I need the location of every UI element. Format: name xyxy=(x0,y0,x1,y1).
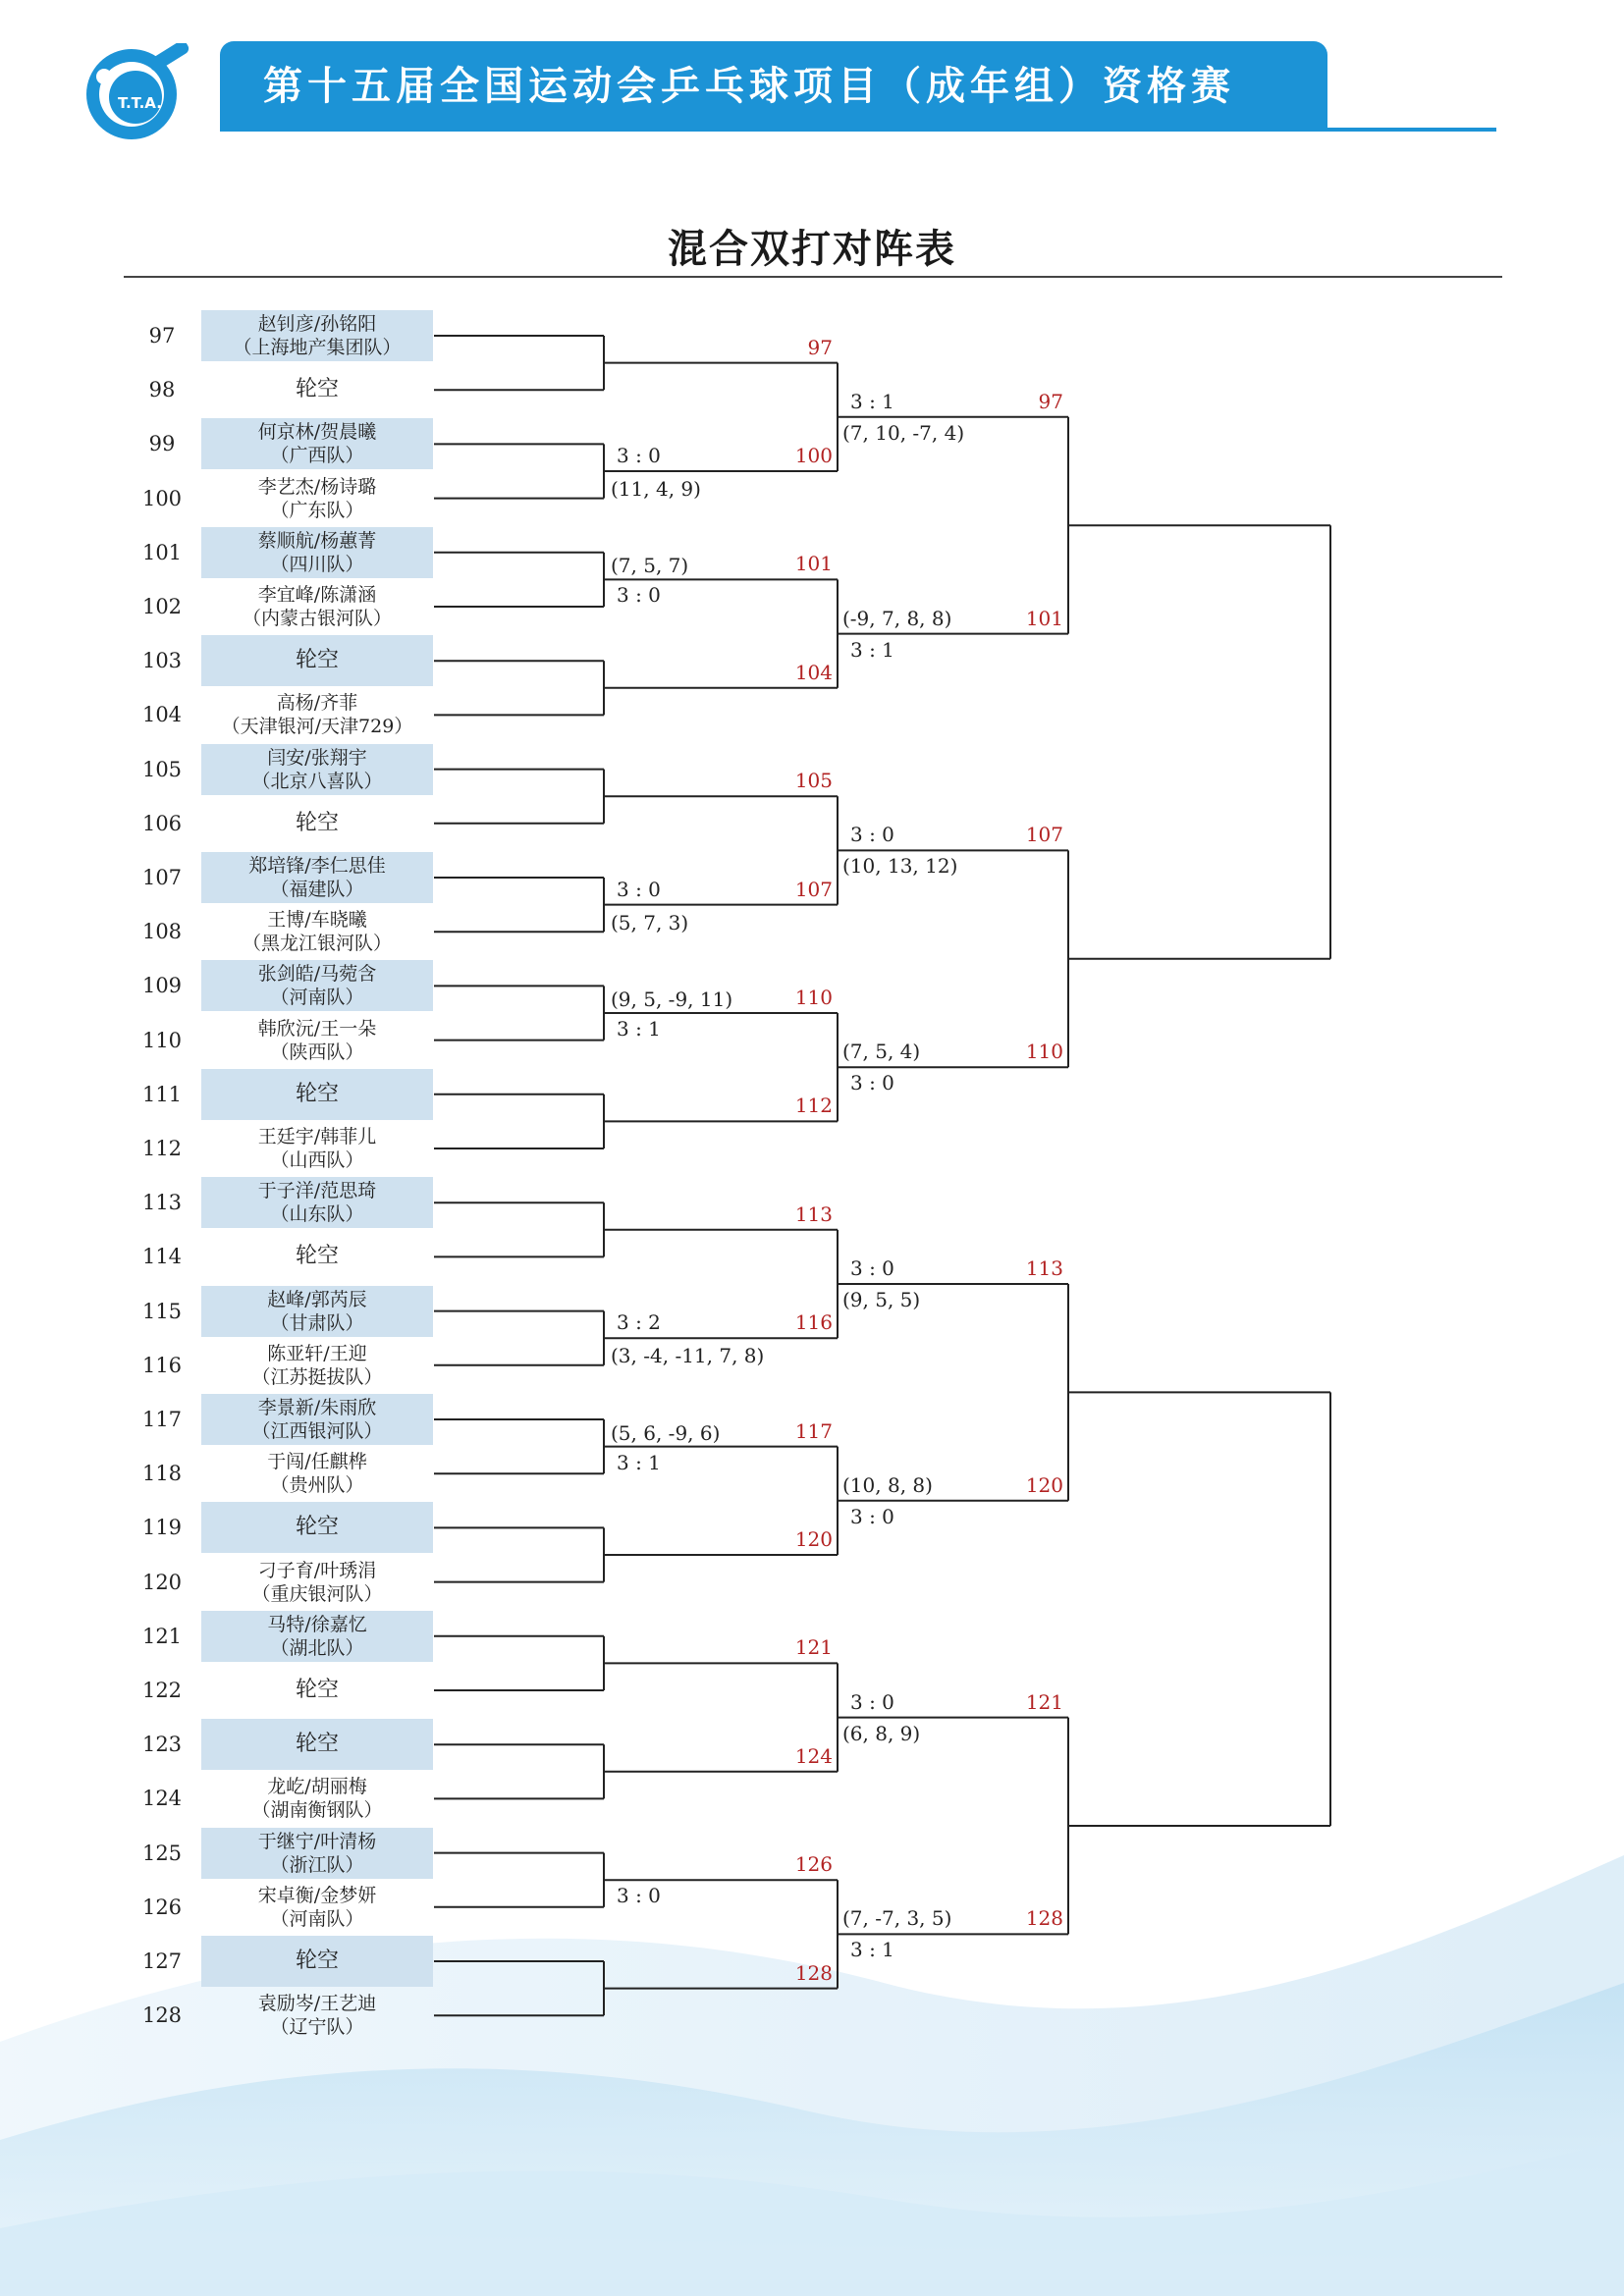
entry-players: 刁子育/叶琇涓 xyxy=(257,1559,377,1581)
entry-players: 赵钊彦/孙铭阳 xyxy=(257,313,377,335)
r1-score: 3 : 0 xyxy=(617,583,661,608)
entry-team: （天津银河/天津729） xyxy=(221,716,413,738)
entry-team: （四川队） xyxy=(270,553,364,575)
entry-players: 赵峰/郭芮辰 xyxy=(267,1288,367,1310)
entry-team: （湖南衡钢队） xyxy=(251,1799,383,1822)
entry-team: （福建队） xyxy=(270,879,364,900)
r1-winner-seed: 110 xyxy=(794,986,833,1009)
r1-winner-seed: 116 xyxy=(794,1310,833,1335)
seed-number: 109 xyxy=(141,974,183,998)
entry-team: （山东队） xyxy=(270,1203,364,1226)
r2-game-scores: (9, 5, 5) xyxy=(842,1288,921,1311)
seed-number: 107 xyxy=(141,866,183,889)
seed-number: 103 xyxy=(141,649,183,673)
r1-winner-seed: 112 xyxy=(794,1094,833,1118)
r2-winner-seed: 128 xyxy=(1025,1906,1063,1931)
r1-winner-seed: 113 xyxy=(794,1201,833,1226)
seed-number: 115 xyxy=(141,1299,183,1323)
r2-score: 3 : 1 xyxy=(850,389,894,413)
r2-score: 3 : 0 xyxy=(850,1689,894,1714)
entry-players: 轮空 xyxy=(295,1949,339,1973)
r1-winner-seed: 126 xyxy=(794,1852,833,1877)
r1-winner-seed: 105 xyxy=(794,769,833,793)
entry-team: （北京八喜队） xyxy=(251,770,383,792)
entry-players: 王廷宇/韩菲儿 xyxy=(257,1126,377,1148)
entry-team: （黑龙江银河队） xyxy=(242,933,392,955)
r1-winner-seed: 100 xyxy=(794,444,833,467)
r1-game-scores: (7, 5, 7) xyxy=(611,554,689,578)
r1-winner-seed: 97 xyxy=(807,335,833,359)
r1-game-scores: (5, 6, -9, 6) xyxy=(611,1420,721,1445)
r1-winner-seed: 101 xyxy=(794,552,833,576)
r1-winner-seed: 117 xyxy=(794,1418,833,1443)
seed-number: 110 xyxy=(141,1028,183,1052)
r1-score: 3 : 0 xyxy=(617,1884,661,1908)
entry-players: 袁励岑/王艺迪 xyxy=(257,1993,377,2015)
seed-number: 114 xyxy=(141,1245,183,1269)
entry-players: 轮空 xyxy=(295,648,339,673)
r1-game-scores: (9, 5, -9, 11) xyxy=(611,988,733,1011)
seed-number: 102 xyxy=(141,595,183,618)
seed-number: 122 xyxy=(141,1679,183,1702)
entry-players: 郑培锋/李仁思佳 xyxy=(248,855,386,877)
r2-winner-seed: 101 xyxy=(1025,606,1063,630)
entry-players: 闫安/张翔宇 xyxy=(267,746,367,769)
entry-players: 轮空 xyxy=(295,1678,339,1702)
entry-players: 王博/车晓曦 xyxy=(267,909,367,932)
seed-number: 104 xyxy=(141,703,183,727)
seed-number: 118 xyxy=(141,1462,183,1486)
entry-players: 蔡顺航/杨蕙菁 xyxy=(257,529,377,552)
entry-team: （贵州队） xyxy=(270,1474,364,1497)
r2-game-scores: (-9, 7, 8, 8) xyxy=(842,606,952,630)
seed-number: 120 xyxy=(141,1570,183,1594)
entry-players: 张剑皓/马菀含 xyxy=(257,963,377,986)
r2-score: 3 : 1 xyxy=(850,1938,894,1962)
r1-winner-seed: 121 xyxy=(794,1635,833,1660)
entry-players: 轮空 xyxy=(295,810,339,835)
r2-game-scores: (7, -7, 3, 5) xyxy=(842,1906,952,1931)
r2-game-scores: (6, 8, 9) xyxy=(842,1721,921,1745)
r1-game-scores: (3, -4, -11, 7, 8) xyxy=(611,1344,765,1368)
entry-team: （重庆银河队） xyxy=(251,1582,383,1605)
r1-winner-seed: 104 xyxy=(794,660,833,684)
r2-winner-seed: 97 xyxy=(1038,389,1063,413)
r1-winner-seed: 124 xyxy=(794,1743,833,1768)
seed-number: 101 xyxy=(141,540,183,564)
r2-score: 3 : 0 xyxy=(850,1256,894,1280)
seed-number: 127 xyxy=(141,1949,183,1973)
seed-number: 98 xyxy=(148,378,176,402)
r2-winner-seed: 121 xyxy=(1025,1689,1063,1714)
entry-team: （辽宁队） xyxy=(270,2016,364,2039)
entry-players: 轮空 xyxy=(295,1244,339,1269)
r1-score: 3 : 1 xyxy=(617,1450,661,1474)
r1-score: 3 : 1 xyxy=(617,1017,661,1041)
r1-score: 3 : 0 xyxy=(617,877,661,901)
entry-team: （浙江队） xyxy=(270,1853,364,1876)
entry-team: （江西银河队） xyxy=(251,1420,383,1442)
r1-game-scores: (11, 4, 9) xyxy=(611,477,701,501)
seed-number: 108 xyxy=(141,920,183,944)
r1-game-scores: (5, 7, 3) xyxy=(611,910,689,934)
entry-team: （内蒙古银河队） xyxy=(242,608,392,629)
seed-number: 106 xyxy=(141,811,183,835)
entry-team: （河南队） xyxy=(270,987,364,1009)
entry-team: （河南队） xyxy=(270,1907,364,1930)
seed-number: 112 xyxy=(141,1137,183,1160)
r2-game-scores: (7, 5, 4) xyxy=(842,1040,921,1064)
entry-players: 李景新/朱雨欣 xyxy=(257,1397,377,1418)
seed-number: 116 xyxy=(141,1353,183,1377)
r1-winner-seed: 120 xyxy=(794,1527,833,1551)
entry-players: 轮空 xyxy=(295,377,339,402)
entry-team: （上海地产集团队） xyxy=(233,337,402,358)
r2-winner-seed: 107 xyxy=(1025,823,1063,847)
seed-number: 100 xyxy=(141,486,183,510)
entry-players: 韩欣沅/王一朵 xyxy=(257,1017,377,1040)
seed-number: 99 xyxy=(148,432,176,456)
entry-team: （陕西队） xyxy=(270,1041,364,1063)
r2-score: 3 : 0 xyxy=(850,1071,894,1095)
r2-winner-seed: 113 xyxy=(1025,1256,1063,1280)
entry-team: （甘肃队） xyxy=(270,1311,364,1334)
r2-score: 3 : 1 xyxy=(850,637,894,662)
seed-number: 119 xyxy=(141,1516,183,1540)
entry-players: 马特/徐嘉忆 xyxy=(267,1613,367,1635)
r1-winner-seed: 128 xyxy=(794,1960,833,1985)
seed-number: 125 xyxy=(141,1841,183,1865)
seed-number: 113 xyxy=(141,1191,183,1215)
r2-score: 3 : 0 xyxy=(850,1504,894,1528)
seed-number: 111 xyxy=(141,1082,183,1106)
entry-players: 高杨/齐菲 xyxy=(276,692,358,715)
entry-players: 轮空 xyxy=(295,1081,339,1106)
entry-players: 李宜峰/陈潇涵 xyxy=(257,584,377,606)
entry-team: （广西队） xyxy=(270,445,364,467)
entry-players: 轮空 xyxy=(295,1515,339,1540)
seed-number: 123 xyxy=(141,1733,183,1757)
entry-players: 陈亚轩/王迎 xyxy=(267,1342,367,1364)
r1-score: 3 : 0 xyxy=(617,444,661,467)
seed-number: 105 xyxy=(141,757,183,781)
r1-score: 3 : 2 xyxy=(617,1310,661,1335)
seed-number: 121 xyxy=(141,1624,183,1648)
entry-players: 李艺杰/杨诗璐 xyxy=(257,475,377,498)
r2-score: 3 : 0 xyxy=(850,823,894,847)
entry-players: 龙屹/胡丽梅 xyxy=(267,1776,367,1798)
seed-number: 97 xyxy=(148,324,176,347)
entry-players: 何京林/贺晨曦 xyxy=(257,421,377,444)
entry-team: （山西队） xyxy=(270,1149,364,1171)
entry-team: （广东队） xyxy=(270,499,364,521)
entry-team: （江苏挺拔队） xyxy=(251,1365,383,1388)
r2-game-scores: (7, 10, -7, 4) xyxy=(842,420,965,445)
r2-winner-seed: 120 xyxy=(1025,1472,1063,1497)
r1-winner-seed: 107 xyxy=(794,877,833,901)
entry-players: 于闯/任麒桦 xyxy=(267,1451,367,1473)
entry-players: 于子洋/范思琦 xyxy=(257,1180,377,1202)
r2-winner-seed: 110 xyxy=(1025,1040,1063,1064)
entry-team: （湖北队） xyxy=(270,1636,364,1659)
seed-number: 124 xyxy=(141,1787,183,1811)
r2-game-scores: (10, 8, 8) xyxy=(842,1472,933,1497)
r2-game-scores: (10, 13, 12) xyxy=(842,854,958,879)
entry-players: 于继宁/叶清杨 xyxy=(257,1830,377,1852)
draw-title: 混合双打对阵表 xyxy=(668,227,956,272)
svg-text:T.T.A.: T.T.A. xyxy=(118,94,162,112)
seed-number: 126 xyxy=(141,1895,183,1919)
entry-players: 轮空 xyxy=(295,1732,339,1757)
entry-players: 宋卓衡/金梦妍 xyxy=(257,1884,377,1906)
seed-number: 128 xyxy=(141,2003,183,2028)
seed-number: 117 xyxy=(141,1408,183,1431)
event-title: 第十五届全国运动会乒乓球项目（成年组）资格赛 xyxy=(263,64,1235,109)
